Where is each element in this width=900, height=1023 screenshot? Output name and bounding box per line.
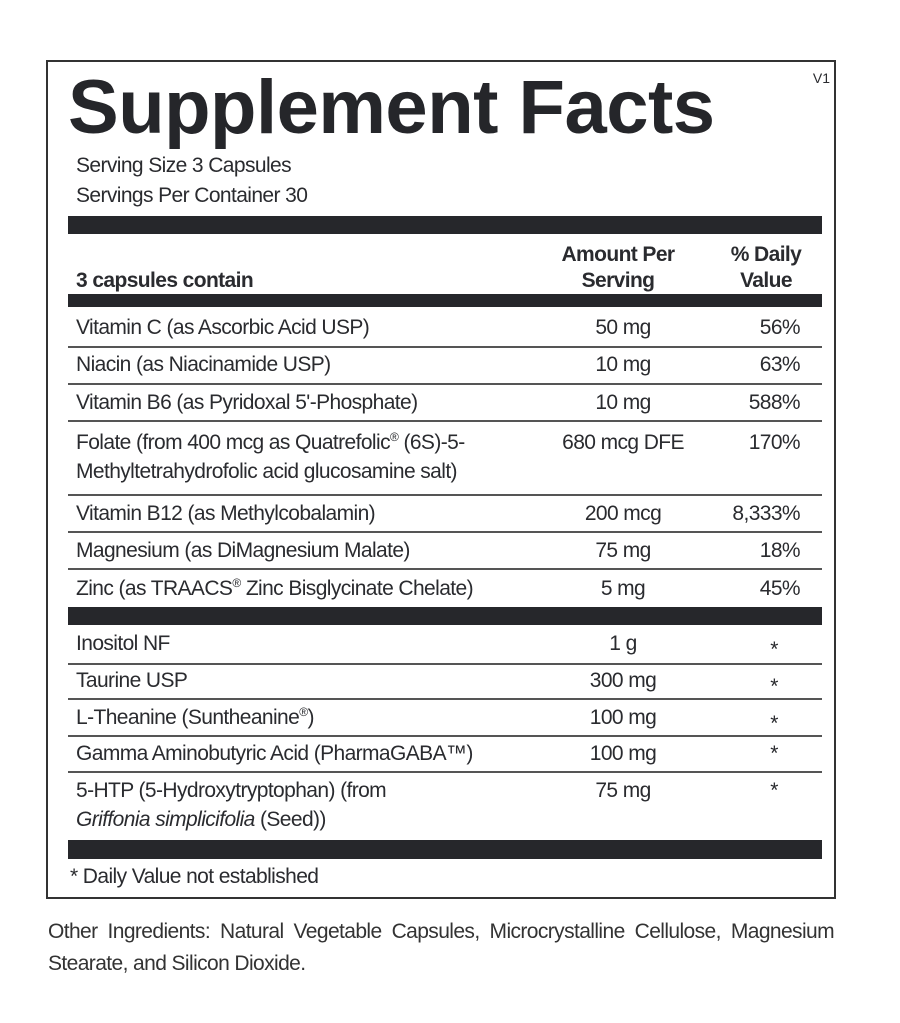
nutrient-amount: 680 mcg DFE [562, 431, 684, 454]
ingredient-dv: * [770, 675, 778, 698]
registered-mark: ® [299, 705, 308, 719]
nutrient-amount: 75 mg [595, 539, 651, 562]
nutrient-name: Niacin (as Niacinamide USP) [76, 353, 331, 376]
nutrient-dv: 45% [759, 577, 800, 600]
other-ingredients: Other Ingredients: Natural Vegetable Capsules, Microcrystalline Cellulose, Magnesium Stearate, and Silicon Dioxide. [48, 920, 834, 975]
divider-bar [68, 216, 822, 234]
row-divider [68, 735, 822, 737]
name-part: Methyltetrahydrofolic acid glucosamine salt) [76, 460, 457, 483]
header-amount-line2: Serving [581, 269, 655, 292]
row-divider [68, 663, 822, 665]
nutrient-amount: 10 mg [595, 353, 651, 376]
ingredient-name: Gamma Aminobutyric Acid (PharmaGABA™) [76, 742, 473, 765]
nutrient-dv: 18% [759, 539, 800, 562]
nutrient-amount: 200 mcg [584, 502, 662, 525]
ingredient-dv: * [770, 638, 778, 661]
header-amount-line1: Amount Per [561, 243, 675, 266]
supplement-facts-panel [46, 60, 836, 899]
ingredient-name: Inositol NF [76, 632, 170, 655]
row-divider [68, 383, 822, 385]
name-part: 5-HTP (5-Hydroxytryptophan) (from [76, 779, 387, 802]
nutrient-amount: 5 mg [600, 577, 646, 600]
row-divider [68, 494, 822, 496]
ingredient-dv: * [770, 779, 778, 802]
ingredient-amount: 100 mg [589, 742, 657, 765]
ingredient-amount: 1 g [609, 632, 637, 655]
nutrient-name: Vitamin C (as Ascorbic Acid USP) [76, 316, 370, 339]
name-part: L-Theanine (Suntheanine [76, 706, 300, 729]
ingredient-dv: * [770, 712, 778, 735]
ingredient-name [76, 703, 546, 732]
name-part: ) [307, 706, 314, 729]
nutrient-amount: 50 mg [595, 316, 651, 339]
nutrient-dv: 170% [748, 431, 800, 454]
nutrient-amount: 10 mg [595, 391, 651, 414]
name-part: Zinc Bisglycinate Chelate) [240, 577, 473, 600]
header-dv [716, 242, 816, 294]
name-part: Folate (from 400 mcg as Quatrefolic [76, 431, 390, 454]
name-part: (6S)-5- [398, 431, 465, 454]
name-part: Zinc (as TRAACS [76, 577, 233, 600]
name-part: (Seed)) [254, 808, 326, 831]
nutrient-dv: 63% [759, 353, 800, 376]
footnote: * Daily Value not established [70, 865, 319, 888]
nutrient-name: Vitamin B12 (as Methylcobalamin) [76, 502, 376, 525]
header-dv-line2: Value [740, 269, 792, 292]
ingredient-amount: 300 mg [589, 669, 657, 692]
registered-mark: ® [232, 576, 241, 590]
row-divider [68, 568, 822, 570]
ingredient-amount: 75 mg [595, 779, 651, 802]
name-part-italic: Griffonia simplicifolia [76, 808, 255, 831]
ingredient-dv: * [770, 742, 778, 765]
ingredient-amount: 100 mg [589, 706, 657, 729]
nutrient-dv: 588% [748, 391, 800, 414]
serving-size: Serving Size 3 Capsules [76, 154, 291, 177]
nutrient-name [76, 428, 546, 486]
nutrient-name: Vitamin B6 (as Pyridoxal 5'-Phosphate) [76, 391, 418, 414]
row-divider [68, 346, 822, 348]
version-label: V1 [812, 70, 830, 86]
row-divider [68, 420, 822, 422]
nutrient-dv: 56% [759, 316, 800, 339]
ingredient-name: Taurine USP [76, 669, 188, 692]
row-divider [68, 531, 822, 533]
header-dv-line1: % Daily [730, 243, 802, 266]
ingredient-name [76, 776, 546, 834]
header-amount [548, 242, 688, 294]
nutrient-dv: 8,333% [732, 502, 800, 525]
divider-bar [68, 607, 822, 625]
panel-title: Supplement Facts [68, 65, 715, 150]
registered-mark: ® [389, 430, 399, 444]
nutrient-name [76, 574, 546, 603]
row-divider [68, 771, 822, 773]
divider-bar [68, 294, 822, 307]
row-divider [68, 698, 822, 700]
nutrient-name: Magnesium (as DiMagnesium Malate) [76, 539, 410, 562]
divider-bar [68, 840, 822, 859]
servings-per-container: Servings Per Container 30 [76, 184, 308, 207]
header-contain: 3 capsules contain [76, 269, 254, 292]
